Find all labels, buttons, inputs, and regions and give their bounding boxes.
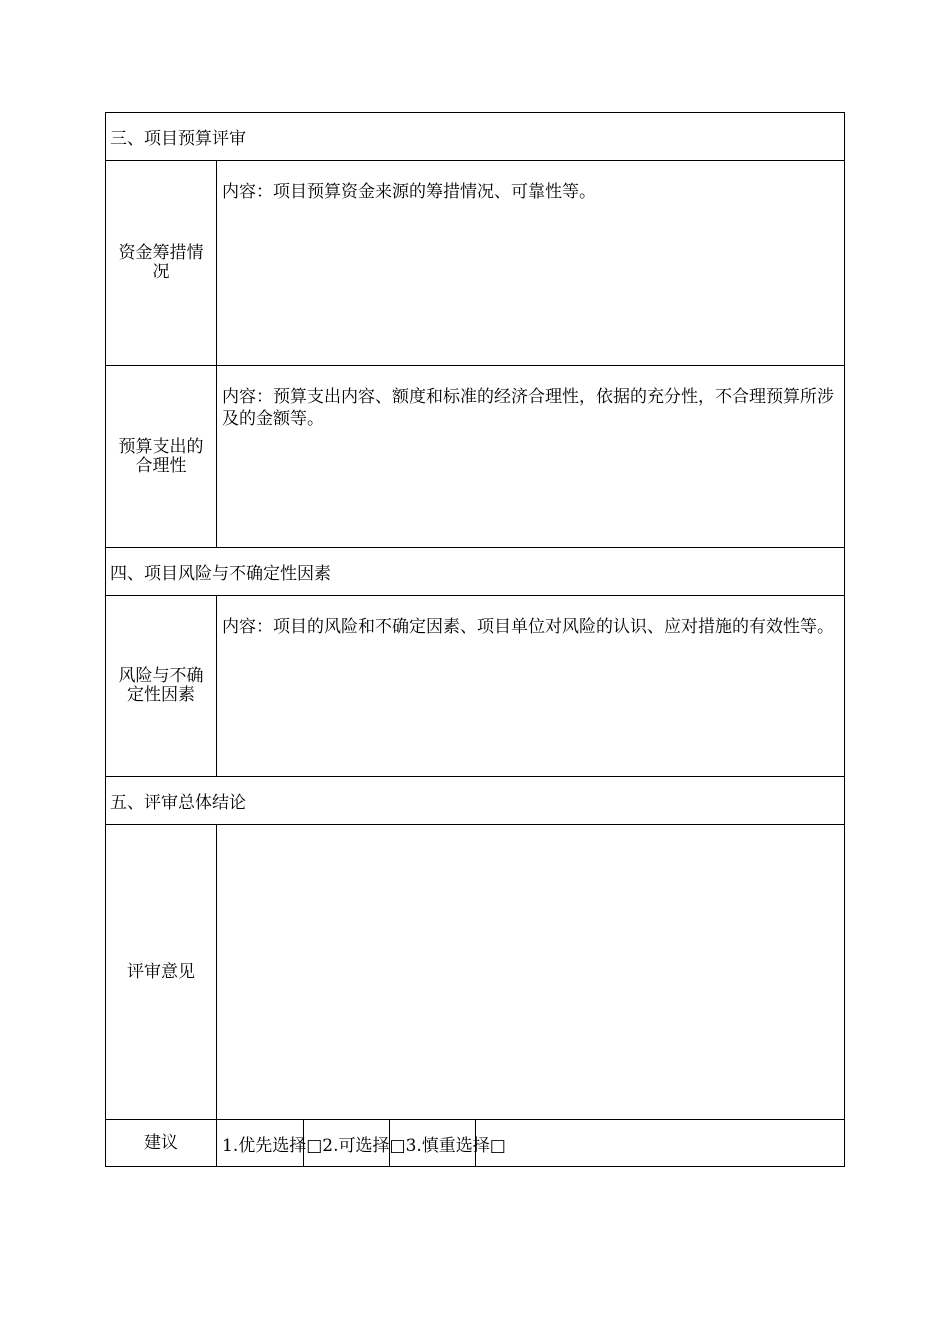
section-title: 三、项目预算评审 (110, 129, 246, 149)
row-content-text: 内容：项目预算资金来源的筹措情况、可靠性等。 (222, 182, 596, 202)
suggestion-options-text: 1.优先选择□2.可选择□3.慎重选择□ (222, 1135, 506, 1156)
section-title: 五、评审总体结论 (110, 793, 246, 813)
row-content-text: 内容：项目的风险和不确定因素、项目单位对风险的认识、应对措施的有效性等。 (222, 617, 834, 637)
opinion-input-area[interactable] (217, 825, 844, 1119)
row-label (106, 1120, 217, 1166)
row-content[interactable] (217, 596, 844, 776)
row-label-text: 建议 (144, 1132, 178, 1153)
row-label-text: 资金筹措情况 (118, 243, 204, 282)
row-opinion (106, 825, 844, 1120)
row-label (106, 825, 217, 1119)
row-funding (106, 161, 844, 366)
row-suggestion (106, 1120, 844, 1166)
section-title: 四、项目风险与不确定性因素 (110, 564, 331, 584)
row-label (106, 596, 217, 776)
row-label-text: 预算支出的合理性 (118, 436, 204, 476)
row-expenditure (106, 366, 844, 548)
row-content[interactable] (217, 161, 844, 365)
section-conclusion (106, 777, 844, 825)
row-content[interactable] (217, 366, 844, 547)
row-risk-factors (106, 596, 844, 777)
row-content-text: 内容：预算支出内容、额度和标准的经济合理性，依据的充分性，不合理预算所涉及的金额等。 (222, 387, 834, 429)
review-form-table (105, 112, 845, 1167)
section-risk (106, 548, 844, 596)
row-label (106, 366, 217, 547)
row-label (106, 161, 217, 365)
suggestion-options[interactable] (222, 1120, 506, 1166)
row-label-text: 风险与不确定性因素 (118, 666, 204, 705)
section-budget-review (106, 113, 844, 161)
row-label-text: 评审意见 (127, 961, 195, 982)
